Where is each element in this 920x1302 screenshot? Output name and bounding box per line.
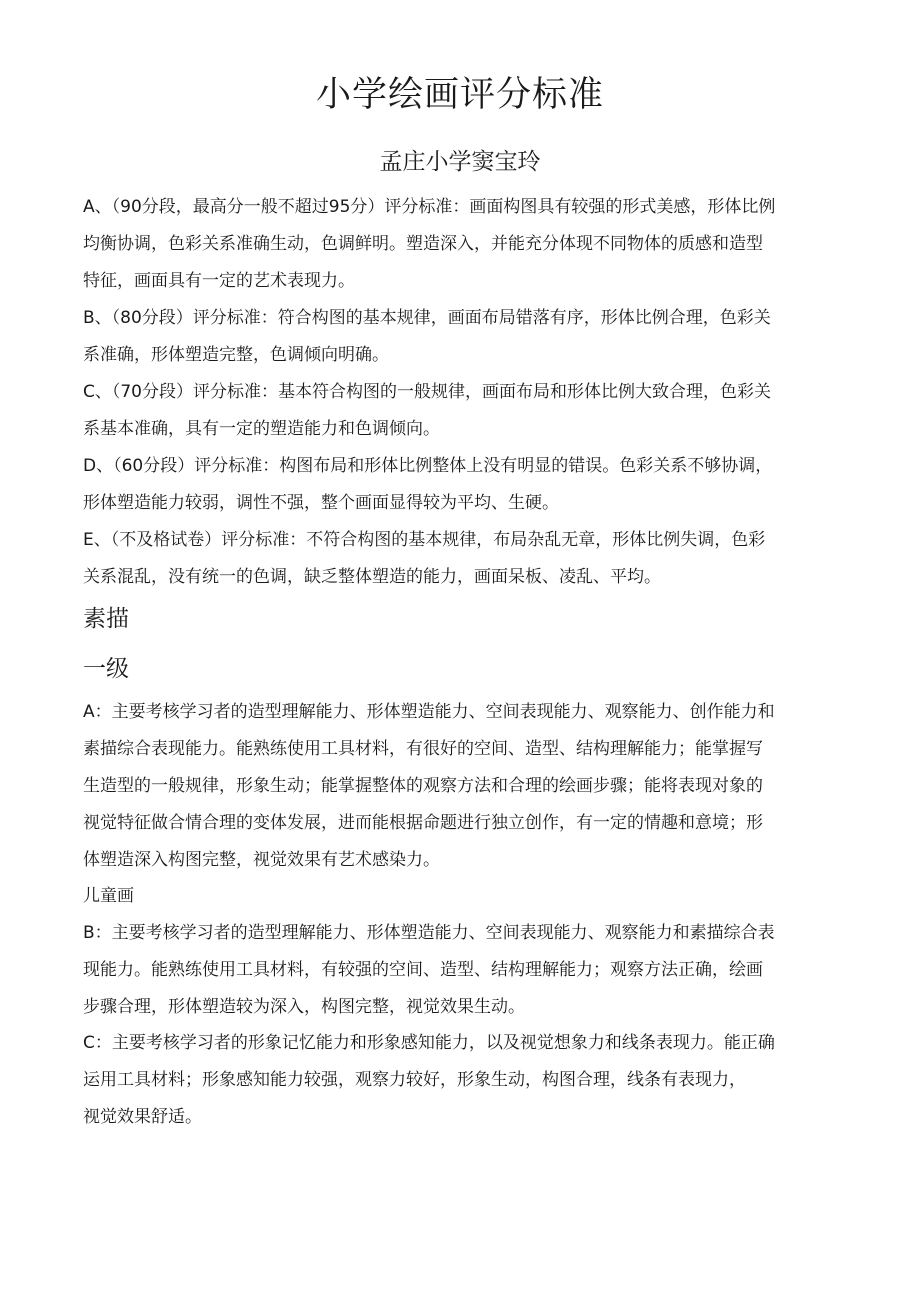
level-c-paragraph <box>83 1025 838 1136</box>
grade-d-paragraph <box>83 448 838 522</box>
section-heading-sketch: 素描 <box>83 606 129 632</box>
grade-a-paragraph <box>83 189 838 300</box>
grade-b-paragraph <box>83 300 838 374</box>
text-line: 形体塑造能力较弱，调性不强，整个画面显得较为平均、生硬。 <box>83 493 559 513</box>
text-line: 关系混乱，没有统一的色调，缺乏整体塑造的能力，画面呆板、凌乱、平均。 <box>83 567 661 587</box>
text-line: E、（不及格试卷）评分标准：不符合构图的基本规律，布局杂乱无章，形体比例失调，色彩 <box>83 530 766 550</box>
text-line: D、（60分段）评分标准：构图布局和形体比例整体上没有明显的错误。色彩关系不够协调， <box>83 456 773 476</box>
text-line: 视觉特征做合情合理的变体发展，进而能根据命题进行独立创作，有一定的情趣和意境；形 <box>83 813 763 833</box>
text-line: C：主要考核学习者的形象记忆能力和形象感知能力，以及视觉想象力和线条表现力。能正确 <box>83 1033 775 1053</box>
document-title: 小学绘画评分标准 <box>315 75 604 115</box>
text-line: 体塑造深入构图完整，视觉效果有艺术感染力。 <box>83 850 440 870</box>
grade-c-paragraph <box>83 374 838 448</box>
child-painting-note: 儿童画 <box>83 886 134 906</box>
level-b-paragraph <box>83 915 838 1026</box>
text-line: B、（80分段）评分标准：符合构图的基本规律，画面布局错落有序，形体比例合理，色彩关 <box>83 308 771 328</box>
text-line: 均衡协调，色彩关系准确生动，色调鲜明。塑造深入，并能充分体现不同物体的质感和造型 <box>83 234 763 254</box>
grade-e-paragraph <box>83 522 838 596</box>
text-line: A：主要考核学习者的造型理解能力、形体塑造能力、空间表现能力、观察能力、创作能力和 <box>83 702 775 722</box>
text-line: 系基本准确，具有一定的塑造能力和色调倾向。 <box>83 419 440 439</box>
text-line: 运用工具材料；形象感知能力较强，观察力较好，形象生动，构图合理，线条有表现力， <box>83 1070 746 1090</box>
text-line: B：主要考核学习者的造型理解能力、形体塑造能力、空间表现能力、观察能力和素描综合表 <box>83 923 775 943</box>
level-a-paragraph <box>83 694 838 879</box>
text-line: 特征，画面具有一定的艺术表现力。 <box>83 271 355 291</box>
text-line: 生造型的一般规律，形象生动；能掌握整体的观察方法和合理的绘画步骤；能将表现对象的 <box>83 776 763 796</box>
document-author: 孟庄小学窦宝玲 <box>379 149 541 175</box>
level-heading: 一级 <box>83 656 129 682</box>
text-line: 现能力。能熟练使用工具材料，有较强的空间、造型、结构理解能力；观察方法正确，绘画 <box>83 960 763 980</box>
text-line: 系准确，形体塑造完整，色调倾向明确。 <box>83 345 389 365</box>
text-line: 素描综合表现能力。能熟练使用工具材料，有很好的空间、造型、结构理解能力；能掌握写 <box>83 739 763 759</box>
text-line: C、（70分段）评分标准：基本符合构图的一般规律，画面布局和形体比例大致合理，色彩关 <box>83 382 772 402</box>
text-line: A、（90分段，最高分一般不超过95分）评分标准：画面构图具有较强的形式美感，形体比例 <box>83 197 776 217</box>
text-line: 视觉效果舒适。 <box>83 1107 202 1127</box>
text-line: 步骤合理，形体塑造较为深入，构图完整，视觉效果生动。 <box>83 997 525 1017</box>
